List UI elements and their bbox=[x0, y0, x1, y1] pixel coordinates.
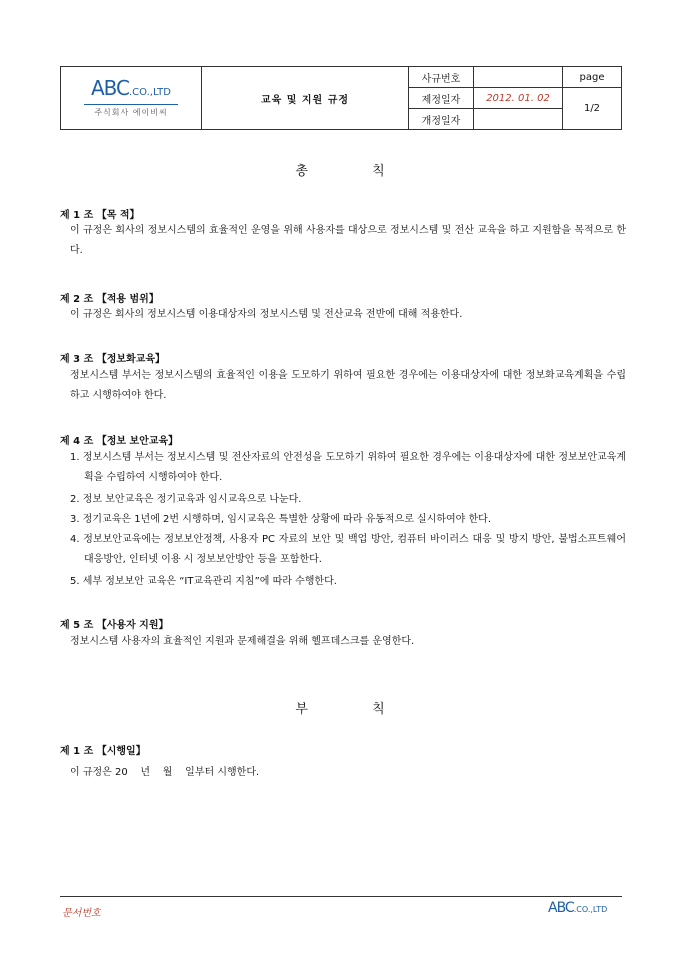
rule-no-value bbox=[474, 67, 563, 88]
page-number: 1/2 bbox=[563, 88, 622, 130]
article-5-body: 정보시스템 사용자의 효율적인 지원과 문제해결을 위해 헬프데스크를 운영한다. bbox=[70, 636, 415, 647]
article-3-head: 제 3 조 【정보화교육】 bbox=[60, 354, 166, 365]
logo-co-text: .CO.,LTD bbox=[129, 87, 171, 98]
article-2-body: 이 규정은 회사의 정보시스템 이용대상자의 정보시스템 및 전산교육 전반에 대해 적용한다. bbox=[70, 309, 463, 320]
article-4-item-4: 4. 정보보안교육에는 정보보안정책, 사용자 PC 자료의 보안 및 백업 방안, 컴퓨터 바이러스 대응 및 방지 방안, 불법소프트웨어 대응방안, 인터넷 이용 시 정보보안방안 등을 포함한다. bbox=[70, 534, 626, 565]
footer-divider bbox=[60, 896, 622, 897]
article-3-body: 정보시스템 부서는 정보시스템의 효율적인 이용을 도모하기 위하여 필요한 경우에는 이용대상자에 대한 정보화교육계획을 수립하고 시행하여야 한다. bbox=[70, 370, 626, 401]
article-5-head: 제 5 조 【사용자 지원】 bbox=[60, 620, 169, 631]
article-1-head: 제 1 조 【목 적】 bbox=[60, 210, 140, 221]
article-4-item-5: 5. 세부 정보보안 교육은 “IT교육관리 지침”에 따라 수행한다. bbox=[70, 576, 337, 587]
article-4-head: 제 4 조 【정보 보안교육】 bbox=[60, 436, 179, 447]
page-label: page bbox=[563, 67, 622, 88]
logo-sub-text: 주식회사 에이비씨 bbox=[94, 108, 168, 117]
enacted-label: 제정일자 bbox=[409, 88, 474, 109]
footer-doc-number-label: 문서번호 bbox=[62, 908, 101, 919]
revised-label: 개정일자 bbox=[409, 109, 474, 130]
rule-no-label: 사규번호 bbox=[409, 67, 474, 88]
article-1-body: 이 규정은 회사의 정보시스템의 효율적인 운영을 위해 사용자를 대상으로 정보시스템 및 전산 교육을 하고 지원함을 목적으로 한다. bbox=[70, 225, 626, 256]
article-4-item-2: 2. 정보 보안교육은 정기교육과 임시교육으로 나눈다. bbox=[70, 494, 302, 505]
footer-logo-main: ABC bbox=[548, 900, 574, 916]
document-title: 교육 및 지원 규정 bbox=[202, 67, 409, 130]
supplementary-article-1-head: 제 1 조 【시행일】 bbox=[60, 746, 146, 757]
supplementary-article-1-body: 이 규정은 20 년 월 일부터 시행한다. bbox=[70, 767, 260, 778]
document-header-table bbox=[60, 66, 622, 130]
company-logo bbox=[61, 67, 202, 130]
article-4-item-1: 1. 정보시스템 부서는 정보시스템 및 전산자료의 안전성을 도모하기 위하여 필요한 경우에는 이용대상자에 대한 정보보안교육계획을 수립하여 시행하여야 한다. bbox=[70, 452, 626, 483]
article-2-head: 제 2 조 【적용 범위】 bbox=[60, 294, 159, 305]
supplementary-provisions-title: 부 칙 bbox=[295, 702, 415, 717]
enacted-value: 2012. 01. 02 bbox=[474, 88, 563, 109]
article-4-item-3: 3. 정기교육은 1년에 2번 시행하며, 임시교육은 특별한 상황에 따라 유동적으로 실시하여야 한다. bbox=[70, 514, 492, 525]
general-provisions-title: 총 칙 bbox=[295, 164, 415, 179]
footer-logo bbox=[548, 900, 607, 916]
revised-value bbox=[474, 109, 563, 130]
footer-logo-co: .CO.,LTD bbox=[573, 905, 608, 914]
logo-main-text: ABC bbox=[90, 76, 129, 100]
